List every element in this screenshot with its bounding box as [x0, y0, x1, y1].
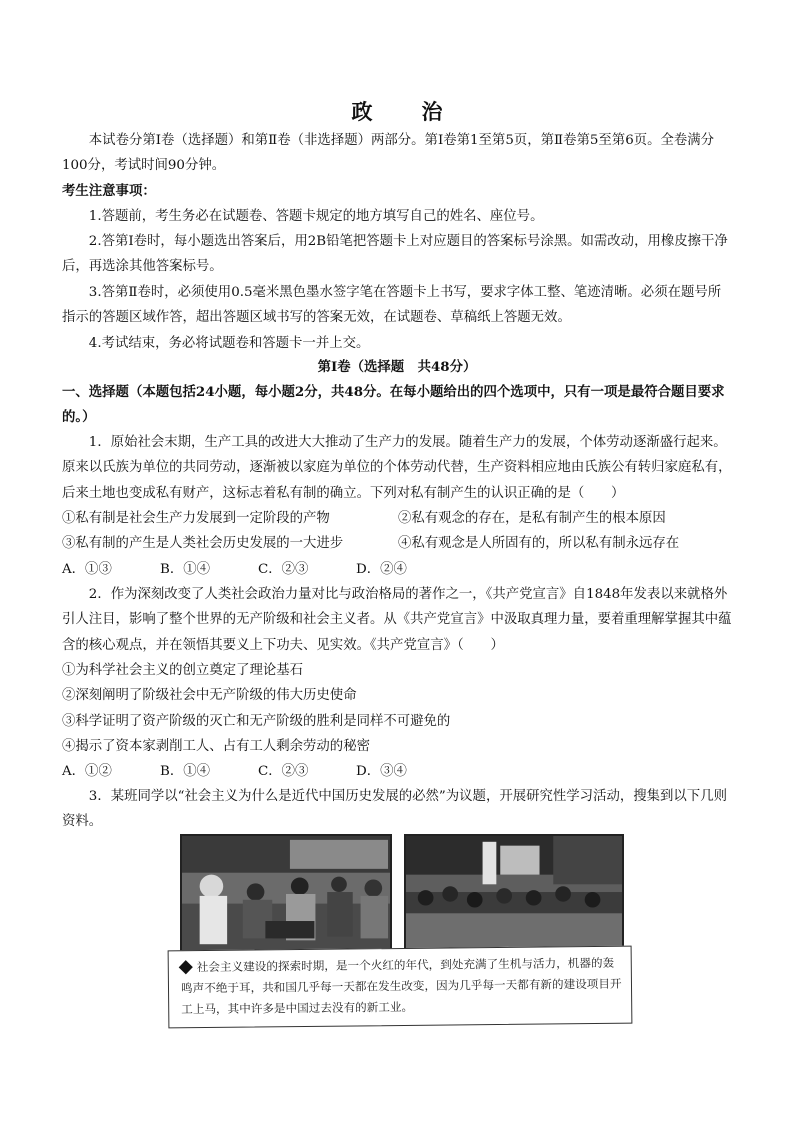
question-2-stem: 2．作为深刻改变了人类社会政治力量对比与政治格局的著作之一，《共产党宣言》自1848年发表以来就格外引人注目，影响了整个世界的无产阶级和社会主义者。从《共产党宣言》中汲取真理力量，要着重理解掌握其中蕴含的核心观点，并在领悟其要义上下功夫、见实效。《共产党宣言》（ ） [62, 587, 732, 653]
photo-rally-image [406, 836, 622, 950]
question-3-material [168, 834, 632, 1029]
question-3-stem: 3．某班同学以“社会主义为什么是近代中国历史发展的必然”为议题，开展研究性学习活动，搜集到以下几则资料。 [62, 789, 727, 830]
notice-item: 2.答第Ⅰ卷时，每小题选出答案后，用2B铅笔把答题卡上对应题目的答案标号涂黑。如需改动，用橡皮擦干净后，再选涂其他答案标号。 [62, 234, 728, 275]
part1-heading: 第Ⅰ卷（选择题 共48分） [317, 359, 477, 375]
question-1-statements [62, 506, 732, 582]
statement: ②深刻阐明了阶级社会中无产阶级的伟大历史使命 [62, 688, 357, 704]
statement: ③私有制的产生是人类社会历史发展的一大进步 [62, 536, 344, 552]
statement: ③科学证明了资产阶级的灭亡和无产阶级的胜利是同样不可避免的 [62, 713, 451, 729]
notice-item: 4.考试结束，务必将试题卷和答题卡一并上交。 [88, 336, 370, 351]
choice-c[interactable]: C．②③ [258, 561, 309, 577]
statement: ④私有观念是人所固有的，所以私有制永远存在 [398, 536, 680, 552]
diamond-bullet-icon [179, 960, 193, 974]
notice-item: 3.答第Ⅱ卷时，必须使用0.5毫米黑色墨水签字笔在答题卡上书写，要求字体工整、笔迹清晰。必须在题号所指示的答题区域作答，超出答题区域书写的答案无效，在试题卷、草稿纸上答题无效。 [62, 285, 722, 326]
choice-d[interactable]: D．③④ [356, 764, 407, 780]
choice-b[interactable]: B．①④ [160, 764, 211, 780]
intro-paragraph: 本试卷分第Ⅰ卷（选择题）和第Ⅱ卷（非选择题）两部分。第Ⅰ卷第1至第5页，第Ⅱ卷第5至第6页。全卷满分100分，考试时间90分钟。 [62, 133, 715, 174]
choice-a[interactable]: A．①② [62, 764, 112, 780]
statement: ①为科学社会主义的创立奠定了理论基石 [62, 663, 304, 678]
photo-crowd-image [182, 836, 390, 950]
choice-b[interactable]: B．①④ [160, 561, 211, 577]
historical-photo-left [180, 834, 392, 952]
historical-photo-right [404, 834, 624, 952]
caption-text: 社会主义建设的探索时期，是一个火红的年代，到处充满了生机与活力，机器的轰鸣声不绝于耳，共和国几乎每一天都在发生改变，因为几乎每一天都有新的建设项目开工上马，其中许多是中国过去没有的新工业。 [180, 955, 622, 1017]
material-caption [168, 946, 633, 1029]
choice-d[interactable]: D．②④ [356, 561, 407, 577]
notice-heading: 考生注意事项： [62, 183, 156, 199]
statement: ④揭示了资本家剥削工人、占有工人剩余劳动的秘密 [62, 738, 370, 754]
question-2-statements [62, 658, 732, 784]
section1-heading: 一、选择题（本题包括24小题，每小题2分，共48分。在每小题给出的四个选项中，只有一项是最符合题目要求的。） [62, 384, 725, 426]
choice-c[interactable]: C．②③ [258, 764, 309, 780]
question-1-stem: 1．原始社会末期，生产工具的改进大大推动了生产力的发展。随着生产力的发展，个体劳动逐渐盛行起来。原来以氏族为单位的共同劳动，逐渐被以家庭为单位的个体劳动代替，生产资料相应地由氏族公有转归家庭私有，后来土地也变成私有财产，这标志着私有制的确立。下列对私有制产生的认识正确的是（ ） [62, 435, 732, 501]
choice-a[interactable]: A．①③ [62, 561, 112, 577]
notice-item: 1.答题前，考生务必在试题卷、答题卡规定的地方填写自己的姓名、座位号。 [88, 209, 544, 224]
page-title: 政 治 [351, 99, 457, 124]
statement: ①私有制是社会生产力发展到一定阶段的产物 [62, 511, 330, 526]
statement: ②私有观念的存在，是私有制产生的根本原因 [398, 511, 666, 526]
